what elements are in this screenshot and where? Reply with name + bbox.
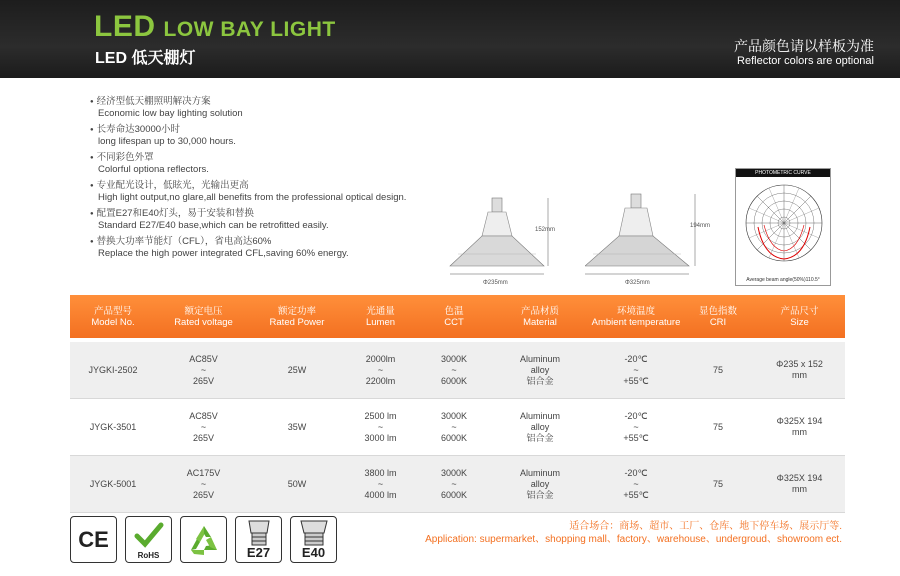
cell-material: Aluminum alloy 铝合金: [519, 353, 560, 386]
cell-material: Aluminum alloy 铝合金: [519, 467, 560, 500]
large-lamp-height: 194mm: [690, 223, 711, 229]
rohs-check-icon: [134, 522, 164, 548]
recycle-icon: [180, 516, 227, 563]
feature-en: long lifespan up to 30,000 hours.: [98, 136, 236, 147]
cell-cri: 75: [712, 478, 723, 489]
feature-cn: ● 经济型低天棚照明解决方案: [90, 96, 510, 108]
photometric-title: PHOTOMETRIC CURVE: [736, 169, 830, 177]
header-power: 额定功率 Rated Power: [269, 305, 325, 328]
header-lumen: 光通量 Lumen: [365, 305, 396, 328]
cell-temperature: -20℃ ~ +55℃: [623, 467, 649, 500]
cell-size: Φ235 x 152 mm: [776, 359, 823, 380]
recycle-arrows-icon: [186, 523, 222, 557]
e27-bulb-base-icon: [247, 519, 271, 549]
header-temperature: 环境温度 Ambient temperature: [591, 305, 681, 328]
feature-list: [90, 96, 510, 264]
header-cri: 显色指数 CRI: [698, 305, 737, 328]
e27-base-icon: [235, 516, 282, 563]
feature-en: High light output,no glare,all benefits from the professional optical design.: [98, 192, 407, 203]
header-model: 产品型号 Model No.: [91, 305, 135, 328]
large-lamp-drawing: [585, 192, 701, 286]
cell-cct: 3000K ~ 6000K: [440, 353, 468, 386]
header-material: 产品材质 Material: [520, 305, 559, 328]
application-cn: 适合场合：商场、超市、工厂、仓库、地下停车场、展示厅等.: [569, 521, 842, 532]
photometric-polar-chart: [744, 183, 824, 263]
page-title: [94, 10, 336, 44]
photometric-caption: Average beam angle(50%)110.5°: [746, 277, 820, 283]
cell-voltage: AC85V ~ 265V: [189, 410, 218, 443]
rohs-icon: [125, 516, 172, 563]
feature-cn: ● 配置E27和E40灯头，易于安装和替换: [90, 208, 510, 220]
feature-cn: ● 替换大功率节能灯（CFL），省电高达60%: [90, 236, 510, 248]
cell-power: 35W: [287, 421, 307, 432]
header-size: 产品尺寸 Size: [780, 305, 819, 328]
ce-icon: [70, 516, 117, 563]
title-led: LED: [94, 10, 156, 43]
cell-voltage: AC175V ~ 265V: [186, 467, 221, 500]
cell-material: Aluminum alloy 铝合金: [519, 410, 560, 443]
cell-lumen: 3800 lm ~ 4000 lm: [364, 467, 397, 500]
cell-lumen: 2000lm ~ 2200lm: [365, 353, 396, 386]
cell-cri: 75: [712, 364, 723, 375]
cell-cct: 3000K ~ 6000K: [440, 467, 468, 500]
feature-item: [90, 236, 510, 259]
small-lamp-width: Φ235mm: [483, 280, 508, 286]
table-row: [70, 342, 845, 399]
feature-en: Colorful optiona reflectors.: [98, 164, 209, 175]
application-en: Application: supermarket、shopping mall、factory、warehouse、undergroud、showroom ect.: [425, 534, 842, 545]
header-cct: 色温 CCT: [444, 305, 464, 328]
rohs-label: RoHS: [137, 551, 160, 560]
certification-icons: [70, 516, 337, 563]
cell-voltage: AC85V ~ 265V: [189, 353, 218, 386]
cell-lumen: 2500 lm ~ 3000 lm: [364, 410, 397, 443]
color-note-cn: 产品颜色请以样板为准: [734, 38, 874, 54]
feature-en: Standard E27/E40 base,which can be retrofitted easily.: [98, 220, 329, 231]
cell-size: Φ325X 194 mm: [776, 416, 823, 437]
feature-cn: ● 长寿命达30000小时: [90, 124, 510, 136]
spec-table: [70, 295, 845, 513]
table-row: [70, 456, 845, 513]
title-low-bay-light: LOW BAY LIGHT: [163, 18, 336, 41]
cell-cct: 3000K ~ 6000K: [440, 410, 468, 443]
photometric-curve-panel: [735, 168, 831, 286]
page-subtitle-cn: LED 低天棚灯: [95, 50, 196, 67]
cell-model: JYGK-5001: [89, 478, 137, 489]
e40-bulb-base-icon: [300, 519, 328, 549]
color-note-en: Reflector colors are optional: [737, 55, 874, 67]
feature-item: [90, 180, 510, 203]
feature-item: [90, 152, 510, 175]
small-lamp-height: 152mm: [535, 227, 556, 233]
feature-item: [90, 208, 510, 231]
table-row: [70, 399, 845, 456]
e40-base-icon: [290, 516, 337, 563]
small-lamp-drawing: [448, 196, 566, 288]
feature-cn: ● 专业配光设计，低眩光，光输出更高: [90, 180, 510, 192]
cell-temperature: -20℃ ~ +55℃: [623, 353, 649, 386]
cell-model: JYGK-3501: [89, 421, 137, 432]
cell-temperature: -20℃ ~ +55℃: [623, 410, 649, 443]
cell-power: 50W: [287, 478, 307, 489]
table-header: [70, 295, 845, 338]
feature-en: Replace the high power integrated CFL,saving 60% energy.: [98, 248, 349, 259]
header-banner: [0, 0, 900, 78]
e27-label: E27: [246, 545, 271, 560]
feature-item: [90, 124, 510, 147]
cell-cri: 75: [712, 421, 723, 432]
cell-model: JYGKI-2502: [88, 364, 138, 375]
cell-power: 25W: [287, 364, 307, 375]
ce-mark: CE: [78, 526, 109, 552]
header-voltage: 额定电压 Rated voltage: [174, 305, 233, 328]
feature-en: Economic low bay lighting solution: [98, 108, 243, 119]
feature-cn: ● 不同彩色外罩: [90, 152, 510, 164]
e40-label: E40: [301, 545, 326, 560]
feature-item: [90, 96, 510, 119]
cell-size: Φ325X 194 mm: [776, 473, 823, 494]
large-lamp-width: Φ325mm: [625, 280, 650, 286]
